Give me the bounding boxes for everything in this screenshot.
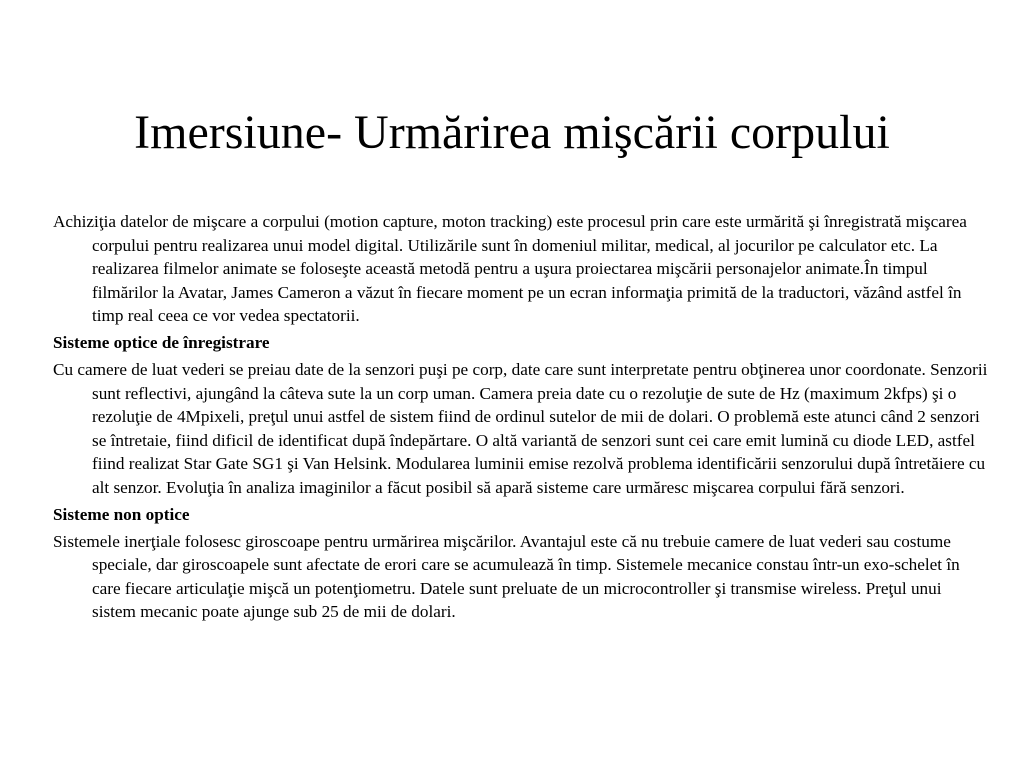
section-heading-non-optical-systems: Sisteme non optice (53, 504, 190, 524)
paragraph-optical-systems: Cu camere de luat vederi se preiau date de la senzori puşi pe corp, date care sunt interpretate pentru obţinerea unor coordonate. Senzorii sunt reflectivi, ajungând la câteva sute la un corp uman. Camera preia date cu o rezoluţie de sute de Hz (maximum 2kfps) şi o rezoluţie de 4Mpixeli, preţul unui astfel de sistem fiind de ordinul sutelor de mii de dolari. O problemă este atunci când 2 senzori se întretaie, fiind dificil de identificat după îndepărtare. O altă variantă de senzori sunt cei care emit lumină cu diode LED, astfel fiind realizat Star Gate SG1 şi Van Helsink. Modularea luminii emise rezolvă problema identificării senzorului după întretăiere cu alt senzor. Evoluţia în analiza imaginilor a făcut posibil să apară sisteme care urmăresc mişcarea corpului fără senzori. (53, 360, 988, 497)
slide-title: Imersiune- Urmărirea mişcării corpului (134, 106, 890, 159)
slide-body (53, 210, 988, 627)
section-heading-optical-systems: Sisteme optice de înregistrare (53, 333, 270, 352)
paragraph-non-optical-systems: Sistemele inerţiale folosesc giroscoape pentru urmărirea mişcărilor. Avantajul este că nu trebuie camere de luat vederi sau costume speciale, dar giroscoapele sunt afectate de erori care se acumulează în timp. Sistemele mecanice constau într-un exo-schelet în care fiecare articulaţie mişcă un potenţiometru. Datele sunt preluate de un microcontroller şi transmise wireless. Preţul unui sistem mecanic poate ajunge sub 25 de mii de dolari. (53, 531, 960, 621)
paragraph-motion-capture-intro: Achiziţia datelor de mişcare a corpului (motion capture, moton tracking) este procesul prin care este urmărită şi înregistrată mişcarea corpului pentru realizarea unui model digital. Utilizările sunt în domeniul militar, medical, al jocurilor pe calculator etc. La realizarea filmelor animate se foloseşte această metodă pentru a uşura proiectarea mişcării personajelor animate.În timpul filmărilor la Avatar, James Cameron a văzut în fiecare moment pe un ecran informaţia primită de la traductori, văzând astfel în timp real ceea ce vor vedea spectatorii. (53, 212, 967, 325)
